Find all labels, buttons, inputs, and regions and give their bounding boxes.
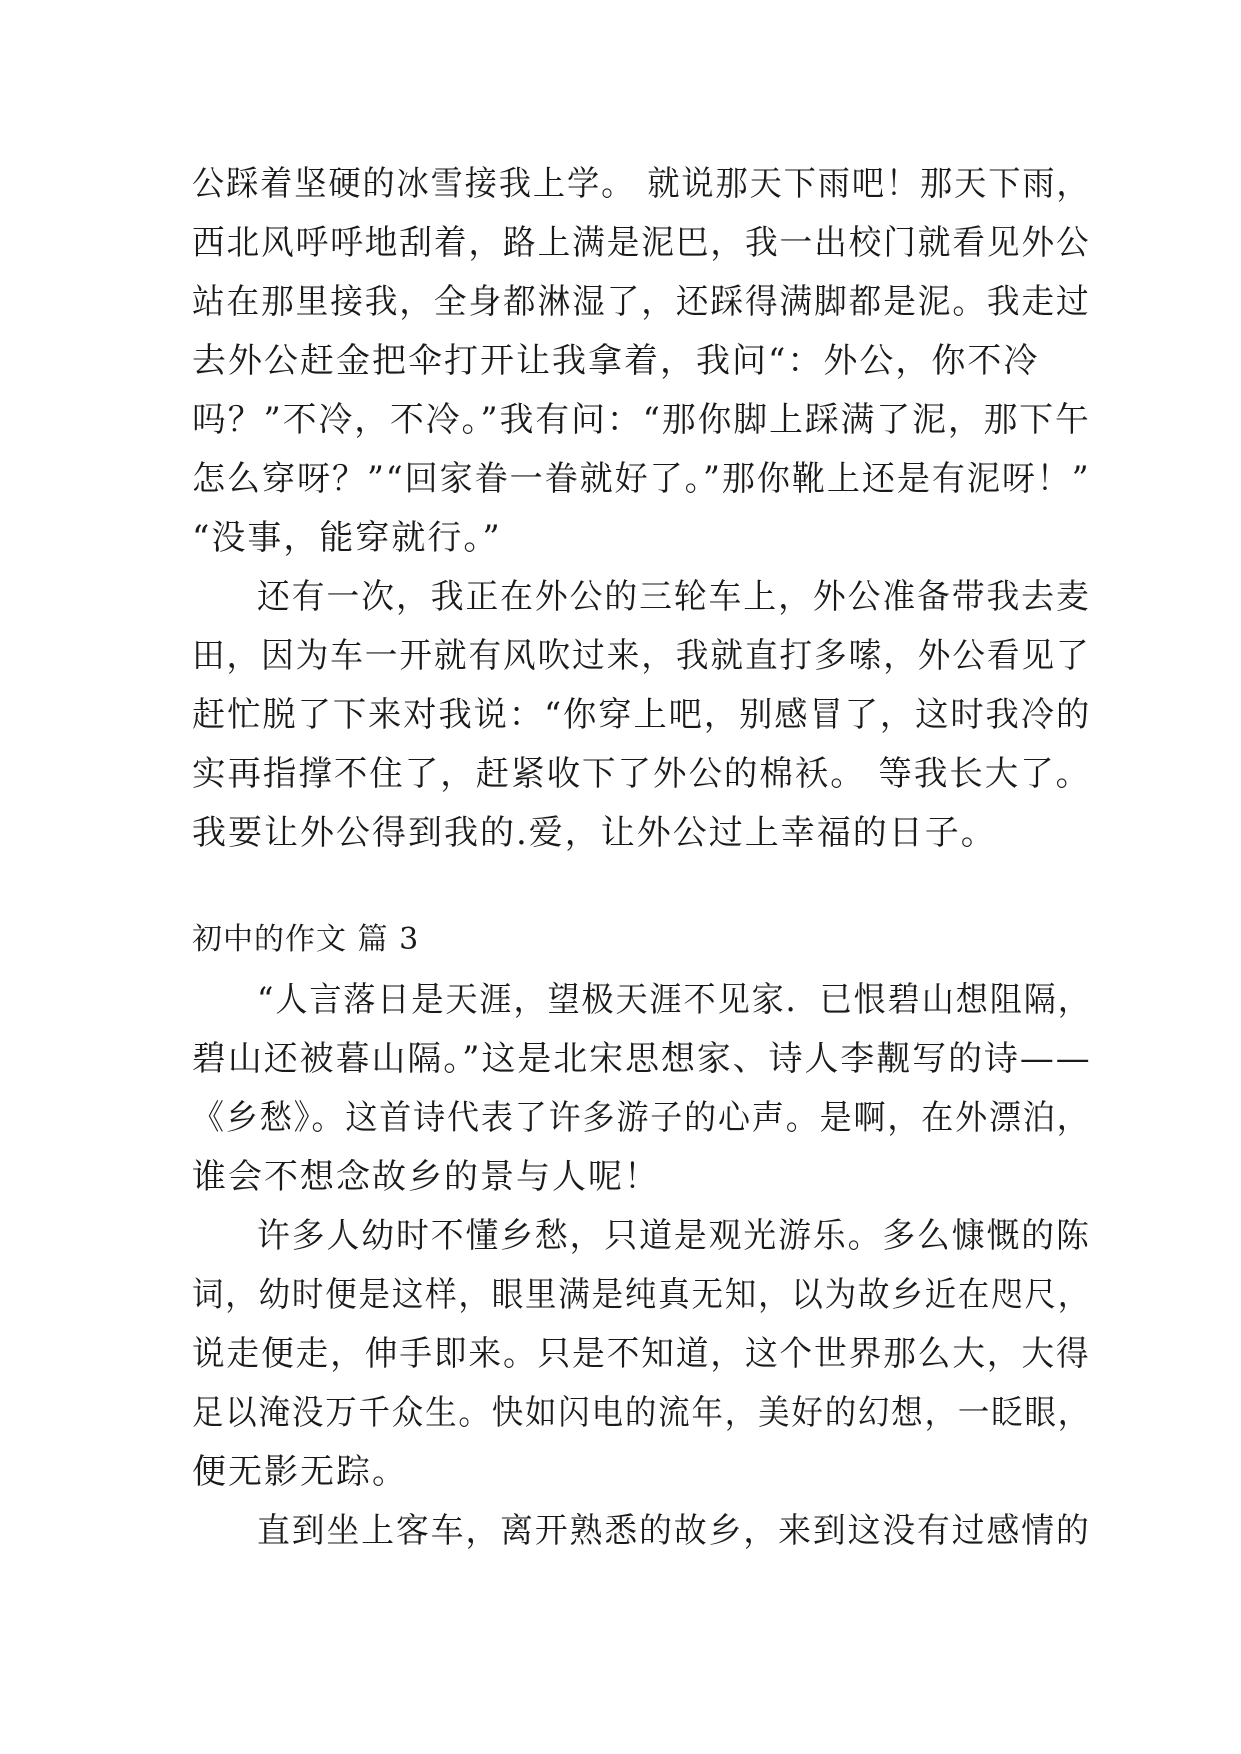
paragraph-line: 站在那里接我，全身都淋湿了，还踩得满脚都是泥。我走过 <box>192 282 1091 322</box>
paragraph-line: 词，幼时便是这样，眼里满是纯真无知，以为故乡近在咫尺， <box>192 1275 1092 1315</box>
paragraph-line: 碧山还被暮山隔。”这是北宋思想家、诗人李觏写的诗—— <box>192 1039 1092 1079</box>
paragraph-line: 说走便走，伸手即来。只是不知道，这个世界那么大，大得 <box>192 1334 1091 1374</box>
paragraph-line: 田，因为车一开就有风吹过来，我就直打多嗦，外公看见了 <box>192 636 1091 676</box>
paragraph-line: 直到坐上客车，离开熟悉的故乡，来到这没有过感情的 <box>257 1511 1091 1551</box>
paragraph-line: 去外公赶金把伞打开让我拿着，我问“：外公，你不冷 <box>192 341 1040 381</box>
paragraph-line: 《乡愁》。这首诗代表了许多游子的心声。是啊，在外漂泊， <box>192 1098 1091 1138</box>
paragraph-line: 便无影无踪。 <box>192 1452 408 1492</box>
paragraph-line: 许多人幼时不懂乡愁，只道是观光游乐。多么慷慨的陈 <box>257 1216 1091 1256</box>
paragraph-line: 吗？”不冷，不冷。”我有问：“那你脚上踩满了泥，那下午 <box>192 400 1091 440</box>
paragraph-line: 公踩着坚硬的冰雪接我上学。 就说那天下雨吧！那天下雨， <box>192 164 1091 204</box>
paragraph-line: 赶忙脱了下来对我说：“你穿上吧，别感冒了，这时我冷的 <box>192 695 1092 735</box>
paragraph-line: “人言落日是天涯，望极天涯不见家．已恨碧山想阻隔， <box>257 980 1092 1020</box>
paragraph-line: 实再指撑不住了，赶紧收下了外公的棉袄。 等我长大了。 <box>192 754 1092 794</box>
paragraph-line: 西北风呼呼地刮着，路上满是泥巴，我一出校门就看见外公 <box>192 223 1091 263</box>
paragraph-line: “没事，能穿就行。” <box>192 518 502 558</box>
paragraph-line: 我要让外公得到我的.爱，让外公过上幸福的日子。 <box>192 813 997 853</box>
paragraph-line: 谁会不想念故乡的景与人呢！ <box>192 1157 660 1197</box>
paragraph-line: 足以淹没万千众生。快如闪电的流年，美好的幻想，一眨眼， <box>192 1393 1092 1433</box>
paragraph-line: 还有一次，我正在外公的三轮车上，外公准备带我去麦 <box>257 577 1091 617</box>
section-heading: 初中的作文 篇 3 <box>192 922 420 957</box>
paragraph-line: 怎么穿呀？”“回家眷一眷就好了。”那你靴上还是有泥呀！” <box>192 459 1091 499</box>
